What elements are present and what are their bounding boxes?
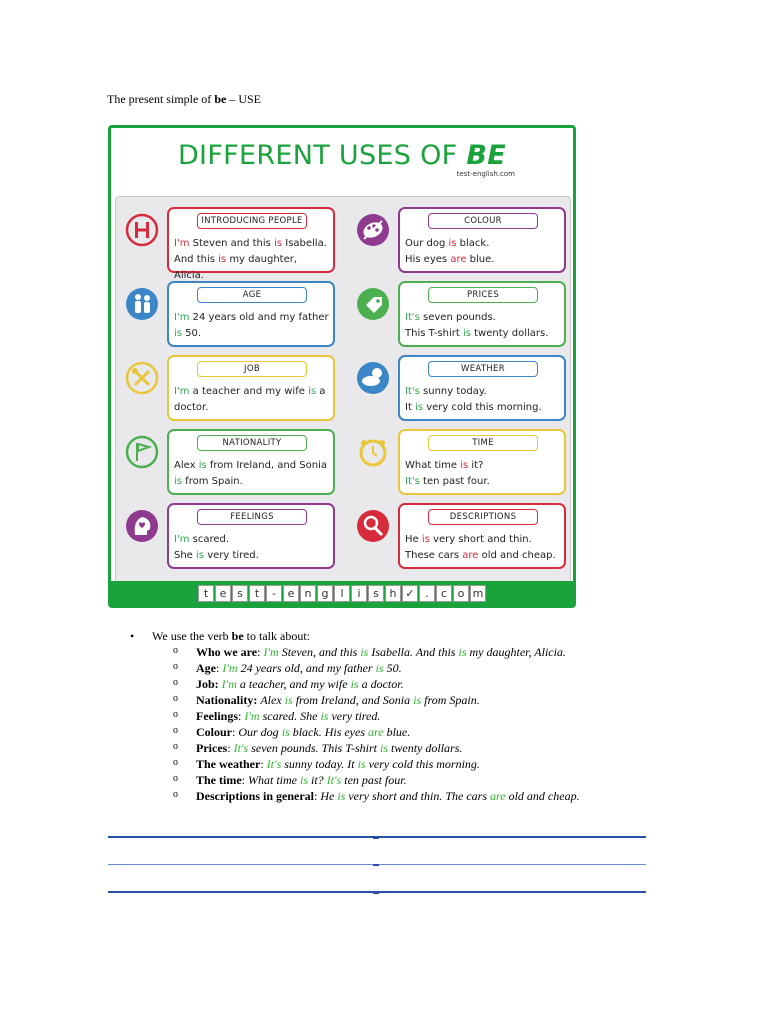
palette-icon bbox=[356, 213, 390, 247]
heading-bold: be bbox=[214, 92, 227, 106]
divider-rule bbox=[108, 836, 646, 838]
list-item: o The weather: It's sunny today. It is very cold this morning. bbox=[173, 756, 580, 772]
flag-icon bbox=[125, 435, 159, 469]
list-item: o Prices: It's seven pounds. This T-shirt is twenty dollars. bbox=[173, 740, 580, 756]
infographic bbox=[108, 125, 576, 608]
list-item: o Colour: Our dog is black. His eyes are blue. bbox=[173, 724, 580, 740]
footer-letter: m bbox=[470, 585, 486, 602]
head-heart-icon bbox=[125, 509, 159, 543]
footer-letter: n bbox=[300, 585, 316, 602]
list-item: o The time: What time is it? It's ten past four. bbox=[173, 772, 580, 788]
use-card bbox=[398, 281, 566, 347]
price-tag-icon bbox=[356, 287, 390, 321]
card-tag: PRICES bbox=[428, 287, 538, 303]
card-text: He is very short and thin. These cars are old and cheap. bbox=[405, 534, 556, 561]
divider-rule bbox=[108, 864, 646, 865]
magnifier-icon bbox=[356, 509, 390, 543]
card-tag: WEATHER bbox=[428, 361, 538, 377]
elderly-couple-icon bbox=[125, 287, 159, 321]
footer-letter: s bbox=[232, 585, 248, 602]
card-text: Alex is from Ireland, and Sonia is from Spain. bbox=[174, 460, 327, 487]
title-main: DIFFERENT USES OF bbox=[177, 140, 467, 171]
list-item: o Age: I'm 24 years old, and my father is 50. bbox=[173, 660, 580, 676]
card-tag: FEELINGS bbox=[197, 509, 307, 525]
divider-rule bbox=[108, 891, 646, 893]
footer-letter: g bbox=[317, 585, 333, 602]
card-tag: JOB bbox=[197, 361, 307, 377]
footer-letter: ✓ bbox=[402, 585, 418, 602]
title-be: BE bbox=[466, 140, 507, 171]
footer-letter: s bbox=[368, 585, 384, 602]
footer-letter: l bbox=[334, 585, 350, 602]
weather-icon bbox=[356, 361, 390, 395]
handshake-icon bbox=[125, 213, 159, 247]
list-item: o Nationality: Alex is from Ireland, and Sonia is from Spain. bbox=[173, 692, 580, 708]
card-tag: TIME bbox=[428, 435, 538, 451]
card-text: What time is it? It's ten past four. bbox=[405, 460, 490, 487]
footer-letter: i bbox=[351, 585, 367, 602]
use-card bbox=[167, 429, 335, 495]
alarm-clock-icon bbox=[356, 435, 390, 469]
heading-suffix: – USE bbox=[226, 92, 261, 106]
footer-letter: o bbox=[453, 585, 469, 602]
cards-panel bbox=[115, 196, 571, 584]
use-card bbox=[167, 281, 335, 347]
footer-letter: . bbox=[419, 585, 435, 602]
use-card bbox=[167, 503, 335, 569]
footer-letter: - bbox=[266, 585, 282, 602]
footer-logo bbox=[198, 585, 486, 602]
list-intro: • We use the verb be to talk about: bbox=[130, 628, 580, 644]
use-card bbox=[167, 207, 335, 281]
list-item: o Job: I'm a teacher, and my wife is a doctor. bbox=[173, 676, 580, 692]
uses-list bbox=[130, 628, 580, 804]
infographic-footer bbox=[111, 581, 573, 605]
page-heading bbox=[107, 92, 261, 107]
use-card bbox=[398, 355, 566, 421]
use-card bbox=[398, 429, 566, 495]
footer-letter: t bbox=[249, 585, 265, 602]
list-item: o Feelings: I'm scared. She is very tired. bbox=[173, 708, 580, 724]
use-card bbox=[398, 503, 566, 569]
footer-letter: e bbox=[215, 585, 231, 602]
footer-letter: c bbox=[436, 585, 452, 602]
card-tag: DESCRIPTIONS bbox=[428, 509, 538, 525]
card-tag: COLOUR bbox=[428, 213, 538, 229]
footer-letter: e bbox=[283, 585, 299, 602]
card-text: I'm scared. She is very tired. bbox=[174, 534, 259, 561]
use-card bbox=[167, 355, 335, 421]
heading-prefix: The present simple of bbox=[107, 92, 215, 106]
card-tag: NATIONALITY bbox=[197, 435, 307, 451]
card-text: It's sunny today. It is very cold this morning. bbox=[405, 386, 542, 413]
infographic-title bbox=[111, 140, 573, 171]
card-text: It's seven pounds. This T-shirt is twenty dollars. bbox=[405, 312, 549, 339]
uses-sublist bbox=[130, 644, 580, 804]
tools-icon bbox=[125, 361, 159, 395]
list-item: o Descriptions in general: He is very short and thin. The cars are old and cheap. bbox=[173, 788, 580, 804]
card-text: I'm 24 years old and my father is 50. bbox=[174, 312, 329, 339]
footer-letter: t bbox=[198, 585, 214, 602]
card-text: Our dog is black. His eyes are blue. bbox=[405, 238, 495, 265]
card-text: I'm a teacher and my wife is a doctor. bbox=[174, 386, 326, 413]
infographic-credit: test-english.com bbox=[456, 170, 515, 178]
card-text: I'm Steven and this is Isabella. And this is my daughter, Alicia. bbox=[174, 238, 327, 281]
footer-letter: h bbox=[385, 585, 401, 602]
card-tag: AGE bbox=[197, 287, 307, 303]
card-tag: INTRODUCING PEOPLE bbox=[197, 213, 307, 229]
use-card bbox=[398, 207, 566, 273]
list-item: o Who we are: I'm Steven, and this is Isabella. And this is my daughter, Alicia. bbox=[173, 644, 580, 660]
